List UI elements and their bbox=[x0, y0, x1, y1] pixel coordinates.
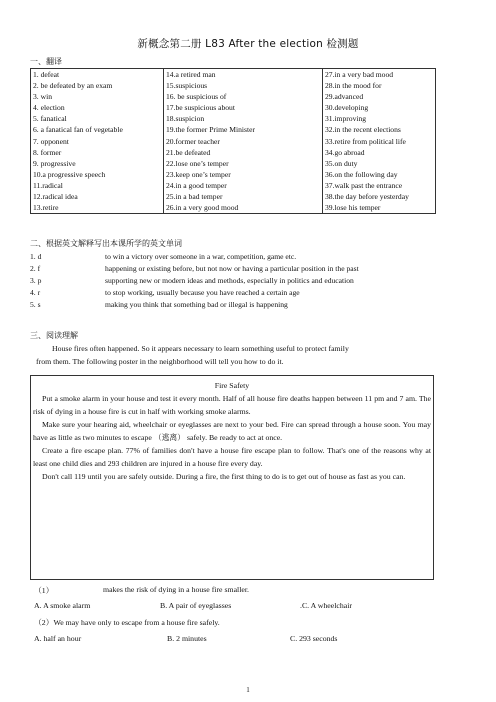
section2-heading: 二、根据英文解释写出本课所学的英文单词 bbox=[30, 239, 182, 248]
definition-list bbox=[30, 251, 470, 311]
definition-text: supporting new or modern ideas and methods, especially in politics and education bbox=[105, 276, 354, 285]
vocab-item: 13.retire bbox=[33, 203, 59, 213]
page-number: 1 bbox=[246, 686, 250, 694]
vocab-item: 9. progressive bbox=[33, 158, 76, 168]
vocab-item: 24.in a good temper bbox=[165, 180, 227, 190]
vocab-item: 14.a retired man bbox=[165, 70, 216, 79]
definition-item bbox=[30, 299, 470, 311]
vocab-item: 15.suspicious bbox=[165, 81, 208, 91]
vocab-item: 36.on the following day bbox=[324, 169, 398, 179]
vocab-item: 23.keep one’s temper bbox=[165, 169, 231, 179]
definition-prompt: 4. r bbox=[30, 288, 41, 297]
definition-item bbox=[30, 263, 470, 275]
vocab-item: 7. opponent bbox=[33, 136, 69, 146]
poster-paragraph: Put a smoke alarm in your house and test it every month. Half of all house fire deaths happen between 11 pm and 7 am. The risk of dying in a house fire is cut in half with working smoke alarms. bbox=[33, 394, 431, 416]
vocab-item: 38.the day before yesterday bbox=[324, 192, 409, 202]
definition-text: to win a victory over someone in a war, competition, game etc. bbox=[105, 252, 297, 261]
vocab-item: 18.suspicion bbox=[165, 114, 205, 124]
definition-prompt: 2. f bbox=[30, 264, 41, 273]
definition-item bbox=[30, 275, 470, 287]
question-1-option-a: A. A smoke alarm bbox=[34, 601, 91, 610]
vocab-item: 29.advanced bbox=[324, 92, 364, 102]
question-2-option-b: B. 2 minutes bbox=[167, 634, 207, 643]
poster-paragraph: Create a fire escape plan. 77% of families don't have a house fire escape plan to follow. That's one of the reasons why at least one child dies and 293 children are injured in a house fire every day. bbox=[33, 446, 431, 468]
question-1-option-c: .C. A wheelchair bbox=[300, 601, 352, 610]
definition-text: making you think that something bad or illegal is happening bbox=[105, 300, 288, 309]
vocab-item: 16. be suspicious of bbox=[165, 92, 227, 102]
question-1-number: （1） bbox=[34, 586, 54, 595]
vocab-item: 31.improving bbox=[324, 114, 367, 124]
definition-text: to stop working, usually because you have reached a certain age bbox=[105, 288, 300, 297]
vocab-item: 28.in the mood for bbox=[324, 81, 382, 91]
reading-intro-line-1: House fires often happened. So it appears necessary to learn something useful to protect family bbox=[52, 344, 349, 353]
definition-text: happening or existing before, but not now or having a particular position in the past bbox=[105, 264, 359, 273]
question-2-stem: （2）We may have only to escape from a house fire safely. bbox=[34, 618, 220, 627]
vocab-item: 19.the former Prime Minister bbox=[165, 125, 255, 135]
vocab-item: 3. win bbox=[33, 92, 52, 102]
section1-heading: 一、翻译 bbox=[30, 57, 62, 66]
definition-item bbox=[30, 287, 470, 299]
vocab-item: 22.lose one’s temper bbox=[165, 158, 229, 168]
question-2-option-c: C. 293 seconds bbox=[290, 634, 338, 643]
vocab-item: 32.in the recent elections bbox=[324, 125, 401, 135]
vocab-item: 6. a fanatical fan of vegetable bbox=[33, 125, 123, 135]
definition-item bbox=[30, 251, 470, 263]
vocab-item: 34.go abroad bbox=[324, 147, 365, 157]
section3-heading: 三、阅读理解 bbox=[30, 331, 78, 340]
definition-prompt: 1. d bbox=[30, 252, 42, 261]
vocab-item: 1. defeat bbox=[33, 70, 60, 79]
vocab-column-3 bbox=[322, 69, 435, 214]
vocab-item: 10.a progressive speech bbox=[33, 169, 106, 179]
vocab-column-1 bbox=[31, 69, 164, 214]
poster-paragraph: Make sure your hearing aid, wheelchair or eyeglasses are next to your bed. Fire can spread through a house soon. You may have as little as two minutes to escape （逃离） safely. Be ready to act at once. bbox=[33, 420, 431, 442]
vocab-item: 11.radical bbox=[33, 180, 63, 190]
vocab-item: 35.on duty bbox=[324, 158, 358, 168]
reading-intro-line-2: from them. The following poster in the neighborhood will tell you how to do it. bbox=[36, 357, 284, 366]
vocab-item: 17.be suspicious about bbox=[165, 103, 235, 113]
page-title: 新概念第二册 L83 After the election 检测题 bbox=[137, 38, 359, 50]
vocab-table bbox=[30, 68, 436, 214]
vocab-item: 37.walk past the entrance bbox=[324, 180, 403, 190]
definition-prompt: 5. s bbox=[30, 300, 41, 309]
vocab-item: 39.lose his temper bbox=[324, 203, 381, 213]
definition-prompt: 3. p bbox=[30, 276, 42, 285]
vocab-column-2 bbox=[163, 69, 322, 214]
vocab-item: 5. fanatical bbox=[33, 114, 67, 124]
vocab-item: 8. former bbox=[33, 147, 62, 157]
vocab-item: 21.be defeated bbox=[165, 147, 211, 157]
vocab-item: 27.in a very bad mood bbox=[324, 70, 394, 79]
vocab-item: 33.retire from political life bbox=[324, 136, 406, 146]
vocab-item: 30.developing bbox=[324, 103, 369, 113]
question-1-option-b: B. A pair of eyeglasses bbox=[160, 601, 232, 610]
fire-safety-poster bbox=[30, 375, 434, 580]
poster-paragraph: Don't call 119 until you are safely outside. During a fire, the first thing to do is to get out of house as fast as you can. bbox=[42, 472, 406, 481]
vocab-item: 26.in a very good mood bbox=[165, 203, 239, 213]
vocab-item: 2. be defeated by an exam bbox=[33, 81, 113, 91]
vocab-item: 25.in a bad temper bbox=[165, 192, 223, 202]
poster-title: Fire Safety bbox=[214, 381, 250, 390]
vocab-item: 4. election bbox=[33, 103, 65, 113]
vocab-item: 12.radical idea bbox=[33, 192, 78, 202]
vocab-item: 20.former teacher bbox=[165, 136, 220, 146]
question-1-stem: makes the risk of dying in a house fire smaller. bbox=[103, 585, 249, 594]
question-2-option-a: A. half an hour bbox=[34, 634, 82, 643]
